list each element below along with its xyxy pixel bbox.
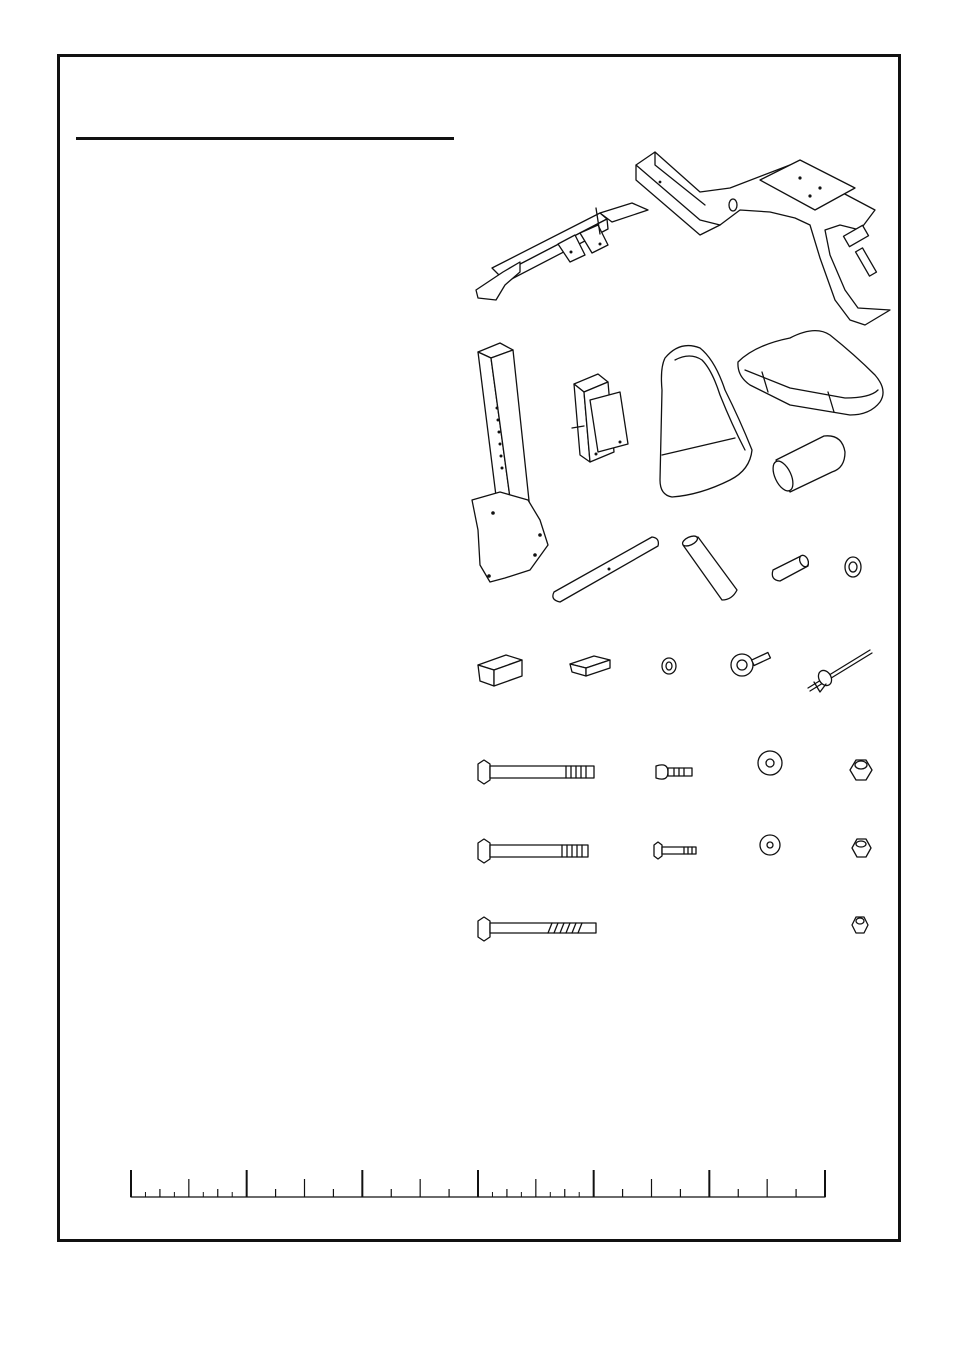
ruler-ticks [131,1170,825,1197]
